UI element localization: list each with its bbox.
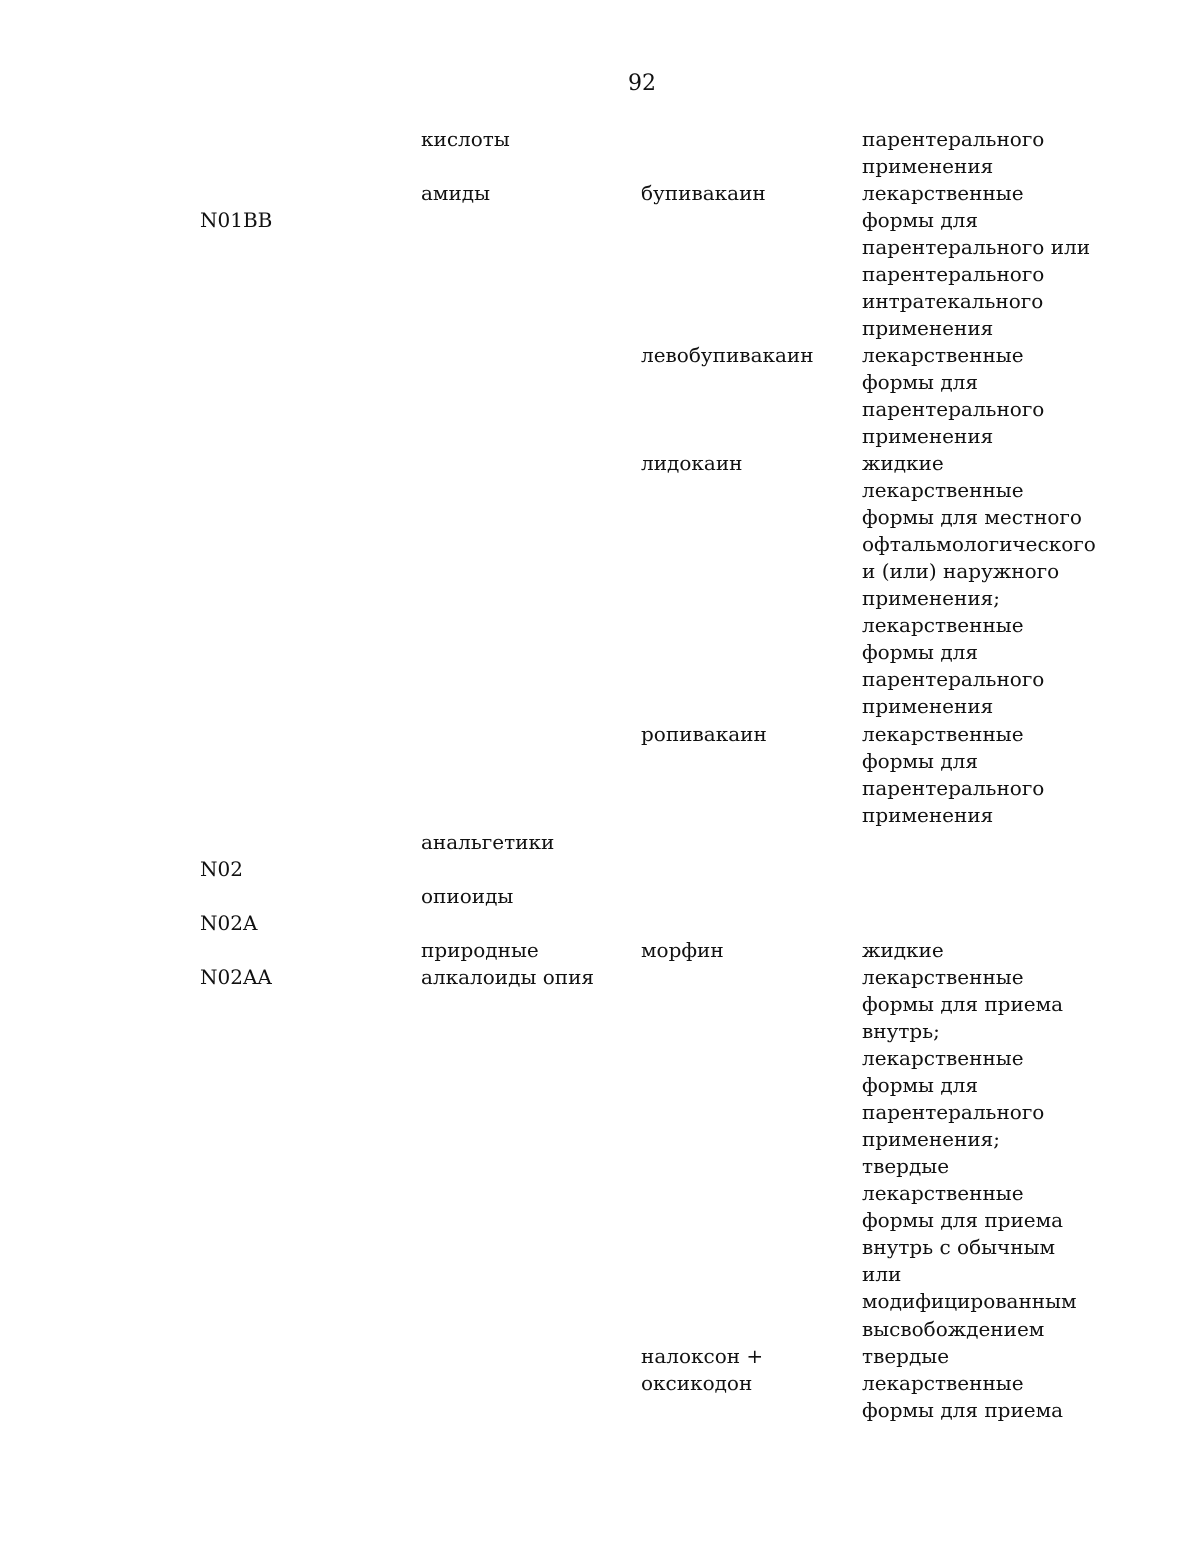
form-line: офтальмологического [862,532,1096,556]
form-line: жидкие [862,938,944,962]
form-line: применения [862,316,994,340]
drug-ropivakain: ропивакаин [641,722,767,746]
form-line: лекарственные [862,1181,1024,1205]
atc-code-n01bb: N01BB [200,208,273,232]
form-line: формы для [862,1073,978,1097]
form-line: формы для приема [862,992,1064,1016]
form-line: лекарственные [862,478,1024,502]
form-line: или [862,1262,902,1286]
form-line: парентерального [862,776,1045,800]
form-line: парентерального [862,667,1045,691]
form-line: парентерального [862,397,1045,421]
form-line: формы для приема [862,1398,1064,1422]
form-line: твердые [862,1154,950,1178]
form-line: лекарственные [862,343,1024,367]
form-line: парентерального [862,1100,1045,1124]
form-line: формы для [862,640,978,664]
group-kisloty: кислоты [421,127,510,151]
form-line: применения; [862,586,1001,610]
group-amidy: амиды [421,181,491,205]
form-line: парентерального [862,127,1045,151]
form-line: парентерального или [862,235,1091,259]
form-line: лекарственные [862,1371,1024,1395]
form-line: лекарственные [862,613,1024,637]
form-line: и (или) наружного [862,559,1060,583]
form-line: формы для приема [862,1208,1064,1232]
form-line: лекарственные [862,965,1024,989]
form-line: внутрь с обычным [862,1235,1056,1259]
form-line: применения [862,154,994,178]
form-line: высвобождением [862,1317,1045,1341]
atc-code-n02: N02 [200,857,243,881]
atc-code-n02a: N02A [200,911,258,935]
form-line: лекарственные [862,181,1024,205]
form-line: применения [862,424,994,448]
form-line: модифицированным [862,1289,1077,1313]
drug-nalokson-line-1: налоксон + [641,1344,764,1368]
form-line: применения [862,694,994,718]
page-number: 92 [628,71,656,96]
group-analgetiki: анальгетики [421,830,555,854]
form-line: лекарственные [862,722,1024,746]
form-line: применения; [862,1127,1001,1151]
form-line: формы для [862,208,978,232]
group-opioidy: опиоиды [421,884,514,908]
form-line: твердые [862,1344,950,1368]
group-prirodnye-line-1: природные [421,938,539,962]
form-line: формы для местного [862,505,1082,529]
drug-nalokson-line-2: оксикодон [641,1371,753,1395]
group-prirodnye-line-2: алкалоиды опия [421,965,595,989]
form-line: лекарственные [862,1046,1024,1070]
drug-levobupivakain: левобупивакаин [641,343,814,367]
form-line: внутрь; [862,1019,940,1043]
form-line: применения [862,803,994,827]
drug-bupivakain: бупивакаин [641,181,766,205]
form-line: формы для [862,370,978,394]
drug-morfin: морфин [641,938,724,962]
drug-lidokain: лидокаин [641,451,743,475]
form-line: интратекального [862,289,1044,313]
form-line: парентерального [862,262,1045,286]
form-line: жидкие [862,451,944,475]
form-line: формы для [862,749,978,773]
atc-code-n02aa: N02AA [200,965,272,989]
